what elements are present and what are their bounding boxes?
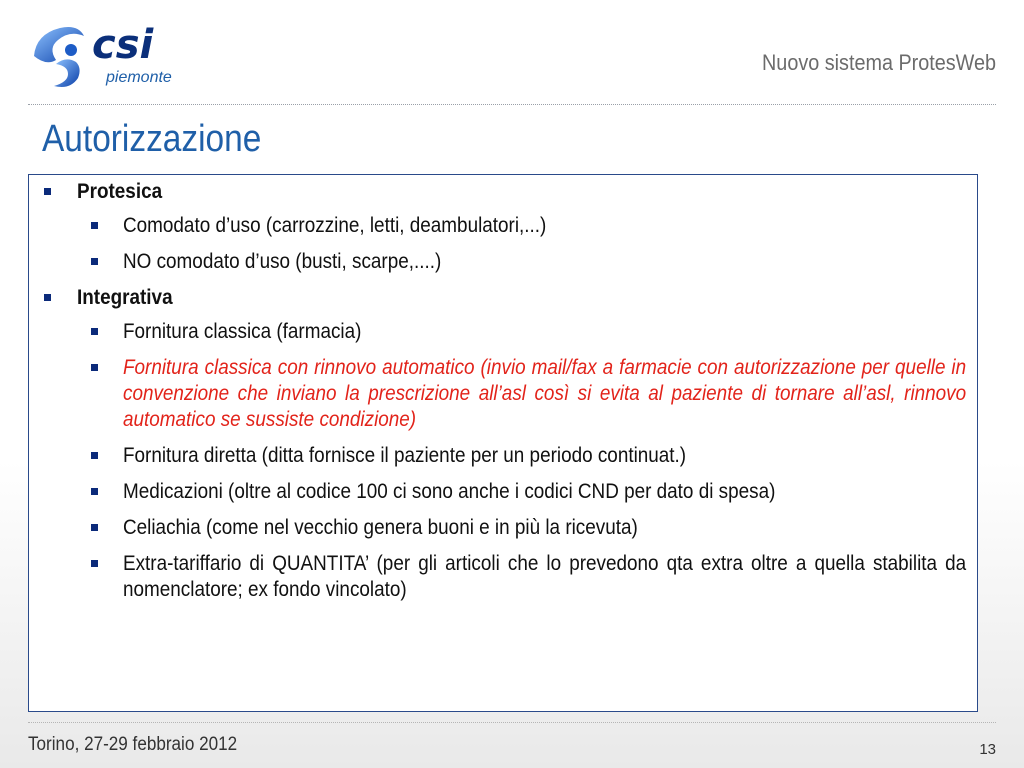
page-number: 13 [979, 741, 996, 758]
bullet-text: Protesica [77, 180, 163, 203]
square-bullet-icon [91, 222, 98, 229]
bullet-item [39, 319, 967, 345]
logo-brand-text: csi [92, 22, 154, 68]
bullet-text: Fornitura classica con rinnovo automatico (invio mail/fax a farmacie con autorizzazione per quelle in convenzione che inviano la prescrizione all’asl così si evita al paziente di tornare all’asl, rinnovo automatico se sussiste condizione) [123, 356, 967, 431]
footer-location-date: Torino, 27-29 febbraio 2012 [28, 734, 238, 755]
bullet-item [39, 213, 967, 239]
bullet-heading [39, 285, 967, 311]
square-bullet-icon [91, 560, 98, 567]
bullet-text: Fornitura classica (farmacia) [123, 320, 362, 343]
bullet-item [39, 355, 967, 433]
bullet-text: Extra-tariffario di QUANTITA’ (per gli articoli che lo prevedono qta extra oltre a quella stabilita da nomenclatore; ex fondo vincolato) [123, 552, 967, 601]
csi-piemonte-logo [26, 16, 196, 96]
bullet-item [39, 479, 967, 505]
square-bullet-icon [44, 294, 51, 301]
bullet-heading [39, 179, 967, 205]
bullet-text: Comodato d’uso (carrozzine, letti, deambulatori,...) [123, 214, 547, 237]
bullet-text: Celiachia (come nel vecchio genera buoni e in più la ricevuta) [123, 516, 638, 539]
logo-sub-text: piemonte [106, 69, 172, 86]
header-divider [28, 104, 996, 105]
slide-title: Autorizzazione [42, 118, 262, 160]
footer-divider [28, 722, 996, 723]
square-bullet-icon [91, 258, 98, 265]
presentation-title: Nuovo sistema ProtesWeb [761, 50, 996, 75]
bullet-text: NO comodato d’uso (busti, scarpe,....) [123, 250, 442, 273]
bullet-item [39, 551, 967, 603]
bullet-list [39, 179, 967, 613]
square-bullet-icon [91, 328, 98, 335]
bullet-text: Integrativa [77, 286, 173, 309]
logo-swirl-icon [34, 27, 84, 87]
bullet-text: Fornitura diretta (ditta fornisce il paziente per un periodo continuat.) [123, 444, 687, 467]
bullet-item [39, 249, 967, 275]
content-box [28, 174, 978, 712]
bullet-text: Medicazioni (oltre al codice 100 ci sono anche i codici CND per dato di spesa) [123, 480, 776, 503]
square-bullet-icon [91, 488, 98, 495]
square-bullet-icon [91, 524, 98, 531]
bullet-item [39, 515, 967, 541]
bullet-item [39, 443, 967, 469]
square-bullet-icon [91, 364, 98, 371]
square-bullet-icon [91, 452, 98, 459]
square-bullet-icon [44, 188, 51, 195]
